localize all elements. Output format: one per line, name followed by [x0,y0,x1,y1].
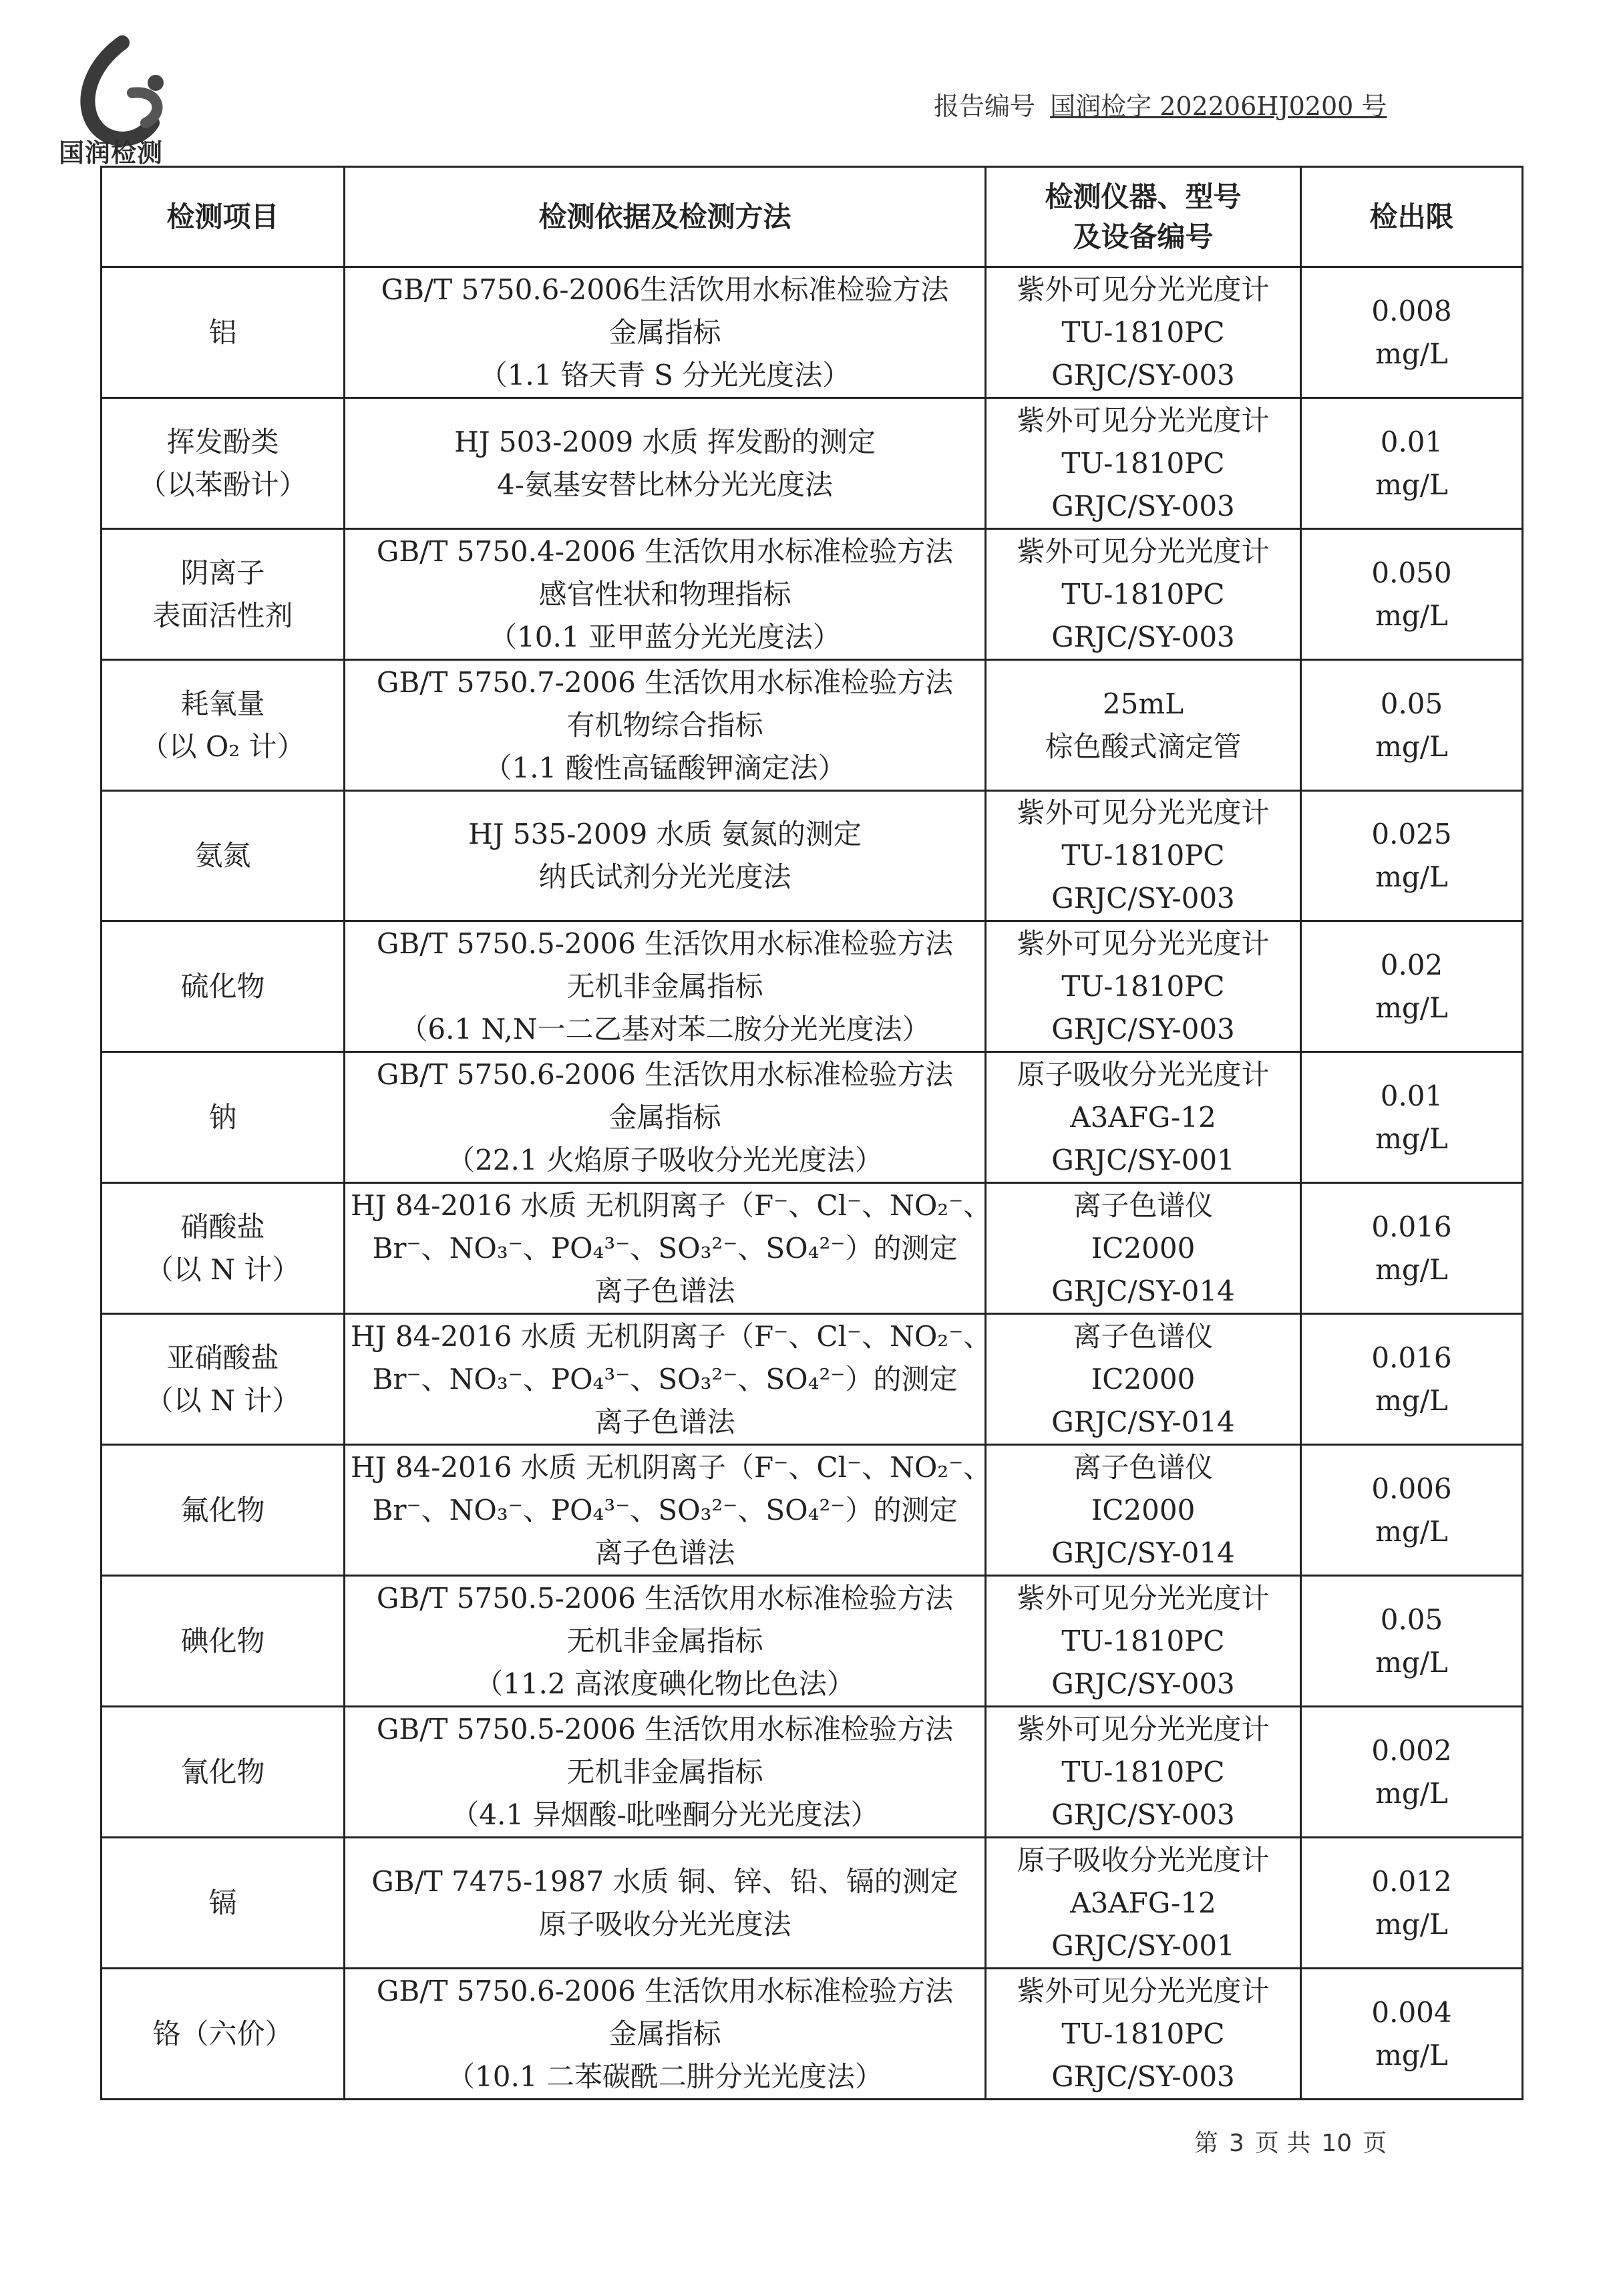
limit-cell [1301,791,1523,921]
cell-line: 离子色谱仪 [1073,1319,1214,1353]
item-cell [102,1445,345,1576]
item-cell [102,1576,345,1707]
cell-line: GB/T 5750.6-2006 生活饮用水标准检验方法 [376,1974,954,2007]
cell-line: 0.01 [1380,425,1443,458]
method-cell [345,660,986,791]
table-row [102,660,1523,791]
cell-line: （1.1 铬天青 S 分光光度法） [479,358,851,391]
cell-line: GRJC/SY-001 [1051,1143,1235,1176]
instrument-cell [986,1707,1301,1838]
cell-line: TU-1810PC [1061,969,1225,1003]
cell-line: GRJC/SY-003 [1051,620,1235,653]
method-cell [345,1969,986,2100]
instrument-cell [986,529,1301,660]
cell-line: 氰化物 [180,1755,265,1788]
cell-line: （11.2 高浓度碘化物比色法） [475,1667,855,1700]
instrument-cell [986,921,1301,1052]
item-cell [102,1707,345,1838]
table-row [102,1445,1523,1576]
cell-line: mg/L [1375,1776,1448,1810]
report-number [934,86,1387,122]
limit-cell [1301,1576,1523,1707]
cell-line: 棕色酸式滴定管 [1045,729,1242,763]
cell-line: HJ 84-2016 水质 无机阴离子（F⁻、Cl⁻、NO₂⁻、 [351,1188,992,1222]
cell-line: GRJC/SY-003 [1051,358,1235,391]
cell-line: 阴离子 [180,556,265,589]
instrument-cell [986,1445,1301,1576]
table-row [102,267,1523,398]
cell-line: 4-氨基安替比林分光光度法 [497,468,833,501]
cell-line: 钠 [208,1100,237,1134]
item-cell [102,1183,345,1314]
method-cell [345,529,986,660]
limit-cell [1301,1969,1523,2100]
item-cell [102,398,345,529]
cell-line: （6.1 N,N一二乙基对苯二胺分光光度法） [399,1012,930,1045]
cell-line: （10.1 二苯碳酰二肼分光光度法） [447,2060,883,2093]
cell-line: 硫化物 [180,969,265,1003]
cell-line: 紫外可见分光光度计 [1017,927,1270,960]
report-number-value: 国润检字 202206HJ0200 号 [1050,92,1387,121]
cell-line: 金属指标 [608,315,721,349]
method-cell [345,1838,986,1969]
cell-line: 氨氮 [194,839,251,872]
cell-line: GRJC/SY-014 [1051,1536,1235,1569]
cell-line: GB/T 5750.7-2006 生活饮用水标准检验方法 [376,665,954,699]
limit-cell [1301,1838,1523,1969]
cell-line: 紫外可见分光光度计 [1017,403,1270,437]
cell-line: GRJC/SY-001 [1051,1929,1235,1962]
table-row [102,921,1523,1052]
item-cell [102,267,345,398]
limit-cell [1301,529,1523,660]
cell-line: A3AFG-12 [1070,1100,1216,1134]
instrument-cell [986,791,1301,921]
cell-line: 25mL [1102,687,1184,720]
logo-swoosh-inner [132,93,157,123]
cell-line: mg/L [1375,599,1448,632]
cell-line: TU-1810PC [1061,2017,1225,2050]
cell-line: 0.004 [1371,1995,1452,2029]
cell-line: TU-1810PC [1061,315,1225,349]
item-cell [102,1969,345,2100]
cell-line: GB/T 5750.5-2006 生活饮用水标准检验方法 [376,1581,954,1615]
instrument-cell [986,1969,1301,2100]
cell-line: （以苯酚计） [138,468,307,501]
cell-line: TU-1810PC [1061,839,1225,872]
cell-line: 0.008 [1371,294,1452,327]
cell-line: mg/L [1375,1907,1448,1941]
cell-line: mg/L [1375,991,1448,1024]
cell-line: 紫外可见分光光度计 [1017,1974,1270,2007]
cell-line: 无机非金属指标 [566,1624,763,1657]
cell-line: TU-1810PC [1061,1755,1225,1788]
logo-dot [148,75,164,91]
page-footer [1189,2124,1392,2158]
method-cell [345,398,986,529]
col-header-limit: 检出限 [1301,167,1523,267]
test-methods-table [100,166,1524,2100]
logo-text: 国润检测 [59,138,164,168]
cell-line: （以 N 计） [145,1383,301,1417]
col-header-method: 检测依据及检测方法 [345,167,986,267]
cell-line: 挥发酚类 [166,425,279,458]
table-row [102,791,1523,921]
cell-line: 离子色谱法 [594,1274,735,1307]
method-cell [345,791,986,921]
cell-line: 0.012 [1371,1864,1452,1898]
cell-line: 铝 [208,315,237,349]
table-row [102,1838,1523,1969]
cell-line: GB/T 5750.6-2006 生活饮用水标准检验方法 [376,1057,954,1091]
cell-line: TU-1810PC [1061,1624,1225,1657]
cell-line: 紫外可见分光光度计 [1017,1581,1270,1615]
cell-line: GB/T 5750.5-2006 生活饮用水标准检验方法 [376,927,954,960]
cell-line: 0.01 [1380,1079,1443,1112]
cell-line: 感官性状和物理指标 [538,577,791,611]
cell-line: 离子色谱法 [594,1536,735,1569]
page-total: 10 [1321,2130,1353,2157]
limit-cell [1301,660,1523,791]
limit-cell [1301,1314,1523,1445]
report-number-label: 报告编号 [934,92,1036,121]
cell-line: 耗氧量 [180,687,265,720]
cell-line: 紫外可见分光光度计 [1017,1712,1270,1746]
page-suffix: 页 [1363,2130,1387,2157]
cell-line: mg/L [1375,1514,1448,1548]
instrument-cell [986,1183,1301,1314]
cell-line: 0.05 [1380,687,1443,720]
cell-line: 原子吸收分光光度计 [1017,1843,1270,1876]
cell-line: 0.016 [1371,1341,1452,1374]
cell-line: 紫外可见分光光度计 [1017,273,1270,306]
cell-line: （以 N 计） [145,1253,301,1286]
table-row [102,1707,1523,1838]
cell-line: 0.02 [1380,948,1443,981]
page-mid: 页 共 [1254,2130,1311,2157]
cell-line: mg/L [1375,2038,1448,2072]
method-cell [345,921,986,1052]
cell-line: mg/L [1375,1253,1448,1286]
cell-line: 0.05 [1380,1603,1443,1636]
method-cell [345,1052,986,1183]
cell-line: mg/L [1375,1383,1448,1417]
cell-line: IC2000 [1091,1362,1196,1396]
instrument-cell [986,1314,1301,1445]
item-cell [102,1838,345,1969]
table-row [102,1314,1523,1445]
cell-line: 0.006 [1371,1472,1452,1505]
cell-line: 离子色谱仪 [1073,1188,1214,1222]
table-row [102,1052,1523,1183]
cell-line: HJ 535-2009 水质 氨氮的测定 [468,818,862,850]
cell-line: mg/L [1375,468,1448,501]
instrument-cell [986,660,1301,791]
cell-line: GRJC/SY-014 [1051,1274,1235,1307]
cell-line: 无机非金属指标 [566,969,763,1003]
instrument-cell [986,1576,1301,1707]
cell-line: （10.1 亚甲蓝分光光度法） [489,620,841,653]
cell-line: 紫外可见分光光度计 [1017,796,1270,829]
cell-line: GRJC/SY-014 [1051,1405,1235,1438]
limit-cell [1301,398,1523,529]
col-header-instrument: 检测仪器、型号及设备编号 [986,167,1301,267]
cell-line: 离子色谱仪 [1073,1450,1214,1484]
cell-line: 0.002 [1371,1734,1452,1767]
col-header-item: 检测项目 [102,167,345,267]
item-cell [102,1052,345,1183]
table-header-row [102,167,1523,267]
cell-line: 表面活性剂 [152,599,293,632]
cell-line: IC2000 [1091,1231,1196,1265]
cell-line: （22.1 火焰原子吸收分光光度法） [447,1143,883,1176]
cell-line: Br⁻、NO₃⁻、PO₄³⁻、SO₃²⁻、SO₄²⁻）的测定 [372,1493,958,1526]
item-cell [102,529,345,660]
method-cell [345,267,986,398]
cell-line: 原子吸收分光光度计 [1017,1057,1270,1091]
cell-line: GRJC/SY-003 [1051,489,1235,522]
item-cell [102,660,345,791]
cell-line: 氟化物 [180,1493,265,1526]
cell-line: mg/L [1375,1645,1448,1679]
cell-line: 紫外可见分光光度计 [1017,534,1270,568]
cell-line: IC2000 [1091,1493,1196,1526]
cell-line: （4.1 异烟酸-吡唑酮分光光度法） [451,1798,879,1831]
item-cell [102,1314,345,1445]
cell-line: GRJC/SY-003 [1051,1012,1235,1045]
cell-line: 碘化物 [180,1624,265,1657]
cell-line: GB/T 7475-1987 水质 铜、锌、铅、镉的测定 [371,1864,958,1898]
cell-line: Br⁻、NO₃⁻、PO₄³⁻、SO₃²⁻、SO₄²⁻）的测定 [372,1231,958,1265]
cell-line: 0.016 [1371,1210,1452,1243]
cell-line: GB/T 5750.4-2006 生活饮用水标准检验方法 [376,534,954,568]
cell-line: 亚硝酸盐 [166,1341,279,1374]
cell-line: HJ 84-2016 水质 无机阴离子（F⁻、Cl⁻、NO₂⁻、 [351,1319,992,1353]
limit-cell [1301,1445,1523,1576]
cell-line: A3AFG-12 [1070,1886,1216,1919]
instrument-cell [986,398,1301,529]
cell-line: （1.1 酸性高锰酸钾滴定法） [484,751,846,784]
cell-line: mg/L [1375,337,1448,370]
table-body [102,267,1523,2100]
cell-line: mg/L [1375,1122,1448,1155]
cell-line: 镉 [208,1886,237,1919]
cell-line: TU-1810PC [1061,577,1225,611]
table-row [102,529,1523,660]
cell-line: 金属指标 [608,2017,721,2050]
cell-line: 0.025 [1371,818,1452,850]
table-row [102,1576,1523,1707]
cell-line: 0.050 [1371,556,1452,589]
table-row [102,398,1523,529]
method-cell [345,1707,986,1838]
instrument-cell [986,1838,1301,1969]
cell-line: Br⁻、NO₃⁻、PO₄³⁻、SO₃²⁻、SO₄²⁻）的测定 [372,1362,958,1396]
cell-line: HJ 84-2016 水质 无机阴离子（F⁻、Cl⁻、NO₂⁻、 [351,1450,992,1484]
cell-line: 无机非金属指标 [566,1755,763,1788]
table-row [102,1969,1523,2100]
cell-line: 离子色谱法 [594,1405,735,1438]
cell-line: TU-1810PC [1061,446,1225,480]
item-cell [102,791,345,921]
instrument-cell [986,1052,1301,1183]
limit-cell [1301,1183,1523,1314]
cell-line: GRJC/SY-003 [1051,1667,1235,1700]
cell-line: 有机物综合指标 [566,708,763,742]
cell-line: 原子吸收分光光度法 [538,1907,791,1941]
cell-line: GB/T 5750.5-2006 生活饮用水标准检验方法 [376,1712,954,1746]
limit-cell [1301,921,1523,1052]
method-cell [345,1314,992,1445]
cell-line: GRJC/SY-003 [1051,1798,1235,1831]
method-cell [345,1576,986,1707]
method-cell [345,1445,992,1576]
limit-cell [1301,267,1523,398]
page-prefix: 第 [1194,2130,1219,2157]
cell-line: mg/L [1375,729,1448,763]
item-cell [102,921,345,1052]
limit-cell [1301,1707,1523,1838]
cell-line: GRJC/SY-003 [1051,2060,1235,2093]
cell-line: 金属指标 [608,1100,721,1134]
cell-line: 硝酸盐 [180,1210,265,1243]
cell-line: GB/T 5750.6-2006生活饮用水标准检验方法 [381,273,949,306]
cell-line: mg/L [1375,860,1448,893]
instrument-cell [986,267,1301,398]
cell-line: 铬（六价） [152,2017,293,2050]
limit-cell [1301,1052,1523,1183]
page-current: 3 [1229,2130,1244,2157]
cell-line: GRJC/SY-003 [1051,882,1235,915]
cell-line: HJ 503-2009 水质 挥发酚的测定 [454,425,876,458]
table-row [102,1183,1523,1314]
cell-line: （以 O₂ 计） [140,729,305,763]
cell-line: 纳氏试剂分光光度法 [538,860,791,893]
method-cell [345,1183,992,1314]
